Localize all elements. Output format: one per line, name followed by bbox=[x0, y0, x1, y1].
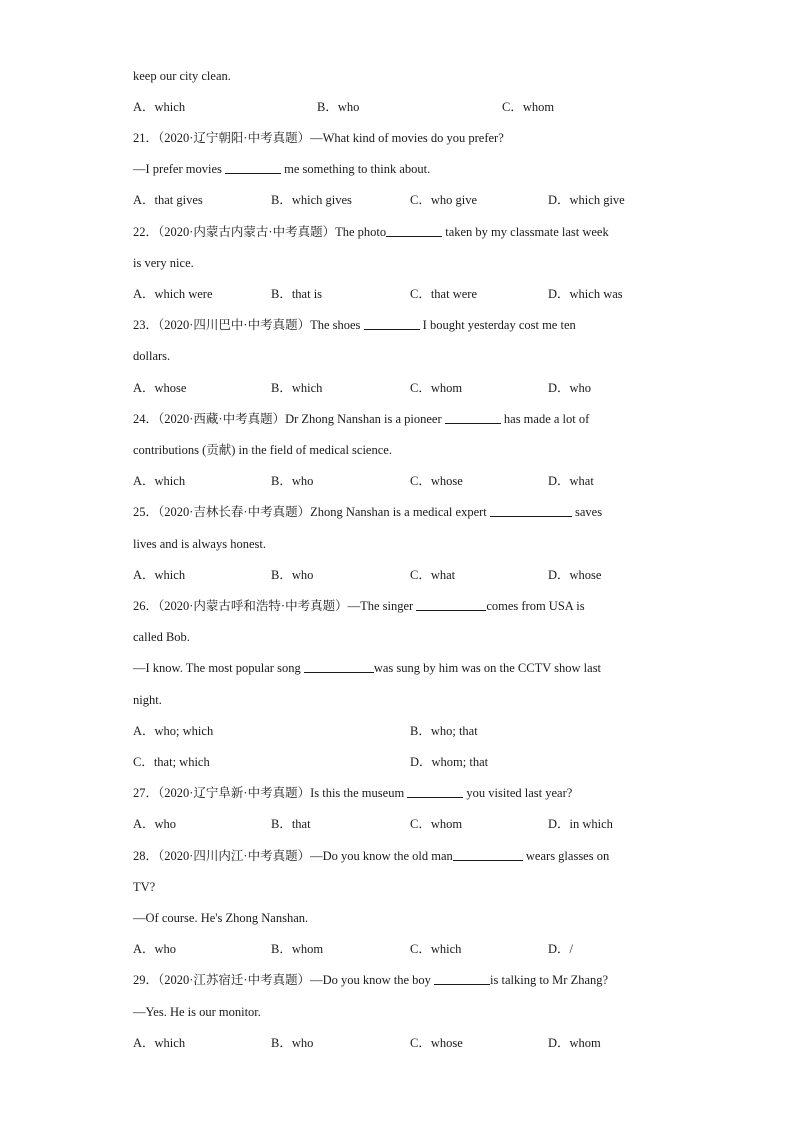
q23-option-a[interactable]: A．whose bbox=[133, 381, 187, 395]
q22-stem bbox=[133, 224, 609, 240]
answer-blank[interactable] bbox=[490, 504, 572, 517]
q26-stem-text-b: comes from USA is bbox=[486, 599, 585, 613]
q25-option-a[interactable]: A．which bbox=[133, 568, 186, 582]
answer-blank[interactable] bbox=[304, 660, 374, 673]
q21-stem: 21．（2020·辽宁朝阳·中考真题）—What kind of movies do you prefer? bbox=[133, 131, 504, 145]
q25-stem-text-a: 25．（2020·吉林长春·中考真题）Zhong Nanshan is a medical expert bbox=[133, 505, 490, 519]
q20-stem-tail: keep our city clean. bbox=[133, 69, 231, 83]
q28-line3: —Of course. He's Zhong Nanshan. bbox=[133, 911, 309, 925]
q26-option-b[interactable]: B．who; that bbox=[410, 724, 478, 738]
q26-stem bbox=[133, 598, 585, 614]
q29-option-c[interactable]: C．whose bbox=[410, 1036, 463, 1050]
q29-stem-text-b: is talking to Mr Zhang? bbox=[490, 973, 609, 987]
q26-stem-text-a: 26．（2020·内蒙古呼和浩特·中考真题）—The singer bbox=[133, 599, 417, 613]
q22-option-a[interactable]: A．which were bbox=[133, 287, 213, 301]
q23-option-c[interactable]: C．whom bbox=[410, 381, 463, 395]
q28-option-d[interactable]: D．/ bbox=[548, 942, 574, 956]
q27-stem-text-a: 27．（2020·辽宁阜新·中考真题）Is this the museum bbox=[133, 786, 408, 800]
q23-stem bbox=[133, 317, 576, 333]
q24-stem-text-b: has made a lot of bbox=[500, 412, 590, 426]
q26-line3-text-b: was sung by him was on the CCTV show last bbox=[373, 661, 602, 675]
answer-blank[interactable] bbox=[416, 598, 486, 611]
q26-stem-cont: called Bob. bbox=[133, 630, 190, 644]
q24-stem-cont: contributions (贡献) in the field of medical science. bbox=[133, 443, 392, 457]
q26-line4: night. bbox=[133, 693, 162, 707]
answer-blank[interactable] bbox=[386, 224, 442, 237]
q21-line2 bbox=[133, 161, 430, 177]
q20-option-c[interactable]: C．whom bbox=[502, 100, 555, 114]
q21-option-b[interactable]: B．which gives bbox=[271, 193, 352, 207]
q24-stem bbox=[133, 411, 589, 427]
q25-stem bbox=[133, 504, 602, 520]
q24-option-c[interactable]: C．whose bbox=[410, 474, 463, 488]
q28-stem-text-a: 28．（2020·四川内江·中考真题）—Do you know the old man bbox=[133, 849, 453, 863]
q28-option-c[interactable]: C．which bbox=[410, 942, 462, 956]
q27-option-d[interactable]: D．in which bbox=[548, 817, 613, 831]
q21-line2-text-b: me something to think about. bbox=[280, 162, 431, 176]
q23-stem-text-a: 23．（2020·四川巴中·中考真题）The shoes bbox=[133, 318, 364, 332]
answer-blank[interactable] bbox=[434, 972, 490, 985]
answer-blank[interactable] bbox=[225, 161, 281, 174]
q29-option-d[interactable]: D．whom bbox=[548, 1036, 601, 1050]
q25-option-d[interactable]: D．whose bbox=[548, 568, 602, 582]
q25-stem-cont: lives and is always honest. bbox=[133, 537, 266, 551]
q24-option-b[interactable]: B．who bbox=[271, 474, 314, 488]
q22-stem-text-a: 22．（2020·内蒙古内蒙古·中考真题）The photo bbox=[133, 225, 387, 239]
q25-option-b[interactable]: B．who bbox=[271, 568, 314, 582]
q23-option-d[interactable]: D．who bbox=[548, 381, 592, 395]
q21-option-d[interactable]: D．which give bbox=[548, 193, 625, 207]
q26-line3 bbox=[133, 660, 601, 676]
q28-stem bbox=[133, 848, 609, 864]
q26-line3-text-a: —I know. The most popular song bbox=[133, 661, 304, 675]
answer-blank[interactable] bbox=[364, 317, 420, 330]
q22-stem-text-b: taken by my classmate last week bbox=[442, 225, 609, 239]
q21-option-c[interactable]: C．who give bbox=[410, 193, 478, 207]
answer-blank[interactable] bbox=[453, 848, 523, 861]
q24-stem-text-a: 24．（2020·西藏·中考真题）Dr Zhong Nanshan is a pioneer bbox=[133, 412, 445, 426]
q22-option-b[interactable]: B．that is bbox=[271, 287, 323, 301]
q20-option-b[interactable]: B．who bbox=[317, 100, 360, 114]
q28-option-a[interactable]: A．who bbox=[133, 942, 177, 956]
q21-line2-text-a: —I prefer movies bbox=[133, 162, 225, 176]
q20-option-a[interactable]: A．which bbox=[133, 100, 186, 114]
q28-stem-text-b: wears glasses on bbox=[522, 849, 610, 863]
q27-option-a[interactable]: A．who bbox=[133, 817, 177, 831]
q22-option-d[interactable]: D．which was bbox=[548, 287, 623, 301]
q22-option-c[interactable]: C．that were bbox=[410, 287, 477, 301]
q22-stem-cont: is very nice. bbox=[133, 256, 194, 270]
q29-option-b[interactable]: B．who bbox=[271, 1036, 314, 1050]
q28-option-b[interactable]: B．whom bbox=[271, 942, 324, 956]
q27-stem-text-b: you visited last year? bbox=[463, 786, 573, 800]
q29-line2: —Yes. He is our monitor. bbox=[133, 1005, 261, 1019]
q29-stem-text-a: 29．（2020·江苏宿迁·中考真题）—Do you know the boy bbox=[133, 973, 435, 987]
q29-stem bbox=[133, 972, 608, 988]
answer-blank[interactable] bbox=[407, 785, 463, 798]
q24-option-a[interactable]: A．which bbox=[133, 474, 186, 488]
q27-stem bbox=[133, 785, 572, 801]
q25-option-c[interactable]: C．what bbox=[410, 568, 456, 582]
q28-stem-cont: TV? bbox=[133, 880, 156, 894]
q26-option-a[interactable]: A．who; which bbox=[133, 724, 214, 738]
answer-blank[interactable] bbox=[445, 411, 501, 424]
q21-option-a[interactable]: A．that gives bbox=[133, 193, 203, 207]
q26-option-d[interactable]: D．whom; that bbox=[410, 755, 489, 769]
q27-option-b[interactable]: B．that bbox=[271, 817, 311, 831]
q23-stem-text-b: I bought yesterday cost me ten bbox=[419, 318, 576, 332]
q29-option-a[interactable]: A．which bbox=[133, 1036, 186, 1050]
q26-option-c[interactable]: C．that; which bbox=[133, 755, 210, 769]
q23-option-b[interactable]: B．which bbox=[271, 381, 323, 395]
q24-option-d[interactable]: D．what bbox=[548, 474, 594, 488]
q27-option-c[interactable]: C．whom bbox=[410, 817, 463, 831]
q25-stem-text-b: saves bbox=[571, 505, 603, 519]
q23-stem-cont: dollars. bbox=[133, 349, 171, 363]
